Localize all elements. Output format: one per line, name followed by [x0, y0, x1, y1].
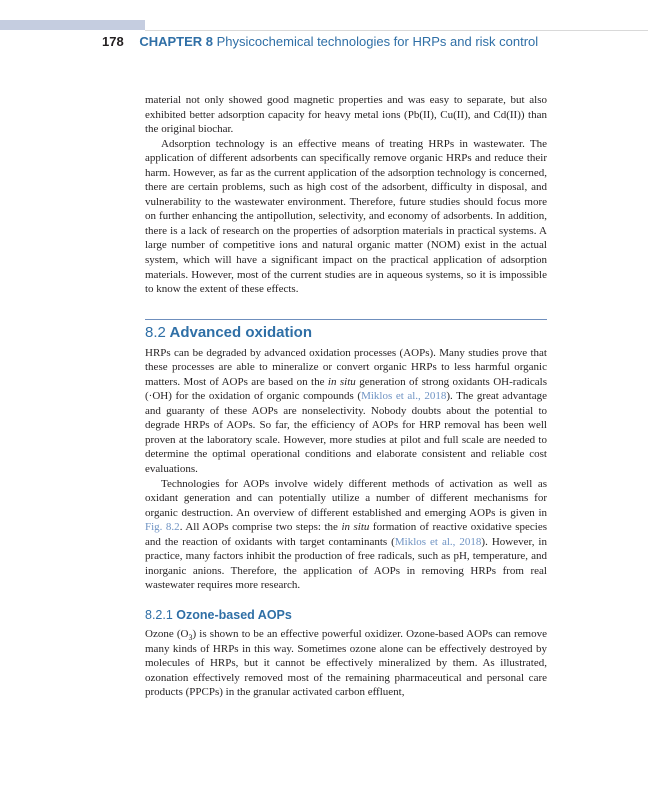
citation-link[interactable]: Miklos et al., 2018: [361, 390, 447, 403]
text-run: HRPs can be degraded by advanced oxidation processes (AOPs). Many studies prove that these processes are able to mineralize or convert organic HRPs to less harmful organic matters. Most of AOPs are based on the: [145, 346, 547, 388]
section-number: 8.2: [145, 323, 166, 341]
paragraph: [145, 627, 547, 700]
page-body: [145, 93, 547, 700]
citation-link[interactable]: Miklos et al., 2018: [394, 535, 482, 548]
paragraph: [145, 477, 547, 593]
section-title: Advanced oxidation: [169, 323, 313, 341]
subsection-number: 8.2.1: [145, 607, 173, 622]
subsection-title: Ozone-based AOPs: [176, 607, 292, 622]
paragraph: Adsorption technology is an effective means of treating HRPs in wastewater. The application of different adsorbents can specifically remove organic HRPs and reduce their harm. However, as far as the current application of the adsorption technology is concerned, there are certain problems, such as high cost of the adsorbent, difficulty in disposal, and vulnerability to the wastewater environment. Therefore, future studies should focus more on further enhancing the antipollution, selectivity, and economy of adsorbents. In addition, there is a lack of research on the properties of adsorption materials in practical systems. A large number of competitive ions and natural organic matter (NOM) exist in the actual system, which will have a significant impact on the practical application of adsorption materials. However, most of the current studies are in aqueous systems, so it is impossible to know the extent of these effects.: [145, 137, 547, 296]
chapter-label: CHAPTER 8: [139, 34, 214, 49]
section-heading: [145, 324, 547, 341]
italic-text: in situ: [341, 521, 370, 534]
text-run: Ozone (O: [145, 627, 189, 640]
header-accent-bar: [0, 20, 145, 30]
running-header: [102, 34, 538, 49]
page-number: 178: [102, 34, 124, 49]
header-rule: [145, 30, 648, 31]
text-run: ) is shown to be an effective powerful oxidizer. Ozone-based AOPs can remove many kinds of HRPs in this way. Sometimes ozone alone can be effectively destroyed by molecules of HRPs, but it cannot be effectively mineralized by them. As illustrated, ozonation effectively removed most of the remaining pharmaceutical and personal care products (PPCPs) in the granular activated carbon effluent,: [145, 627, 547, 699]
text-run: formation of reactive oxidative species and the reaction of oxidants with target contaminants (: [145, 521, 547, 548]
figure-link[interactable]: Fig. 8.2: [145, 521, 180, 534]
text-run: . All AOPs comprise two steps: the: [179, 521, 342, 534]
text-run: ). The great advantage and guaranty of these AOPs are nonselectivity. Nobody doubts about the potential to degrade HRPs of AOPs. So far, the efficiency of AOPs for HRP removal has been well proven at the laboratory scale. However, more studies at pilot and full scale are needed to determine the optimal operational conditions and elaborate consistent and reliable cost evaluations.: [145, 390, 547, 476]
section-divider: [145, 319, 547, 320]
text-run: ). However, in practice, many factors inhibit the production of free radicals, such as pH, temperature, and inorganic anions. Therefore, the application of AOPs in removing HRPs from real wastewater requires more research.: [145, 535, 547, 592]
subsection-heading: [145, 608, 547, 622]
text-run: generation of strong oxidants OH-radicals (·OH) for the oxidation of organic compounds (: [145, 375, 547, 403]
chapter-title: Physicochemical technologies for HRPs and risk control: [216, 34, 539, 49]
subscript: 3: [188, 633, 193, 643]
italic-text: in situ: [327, 375, 356, 388]
paragraph: material not only showed good magnetic properties and was easy to separate, but also exhibited better adsorption capacity for heavy metal ions (Pb(II), Cu(II), and Cd(II)) than the original biochar.: [145, 94, 547, 136]
paragraph: [145, 346, 547, 477]
text-run: Technologies for AOPs involve widely different methods of activation as well as oxidant generation and can potentially utilize a number of different mechanisms for organic destruction. An overview of different established and emerging AOPs is given in: [145, 477, 547, 519]
